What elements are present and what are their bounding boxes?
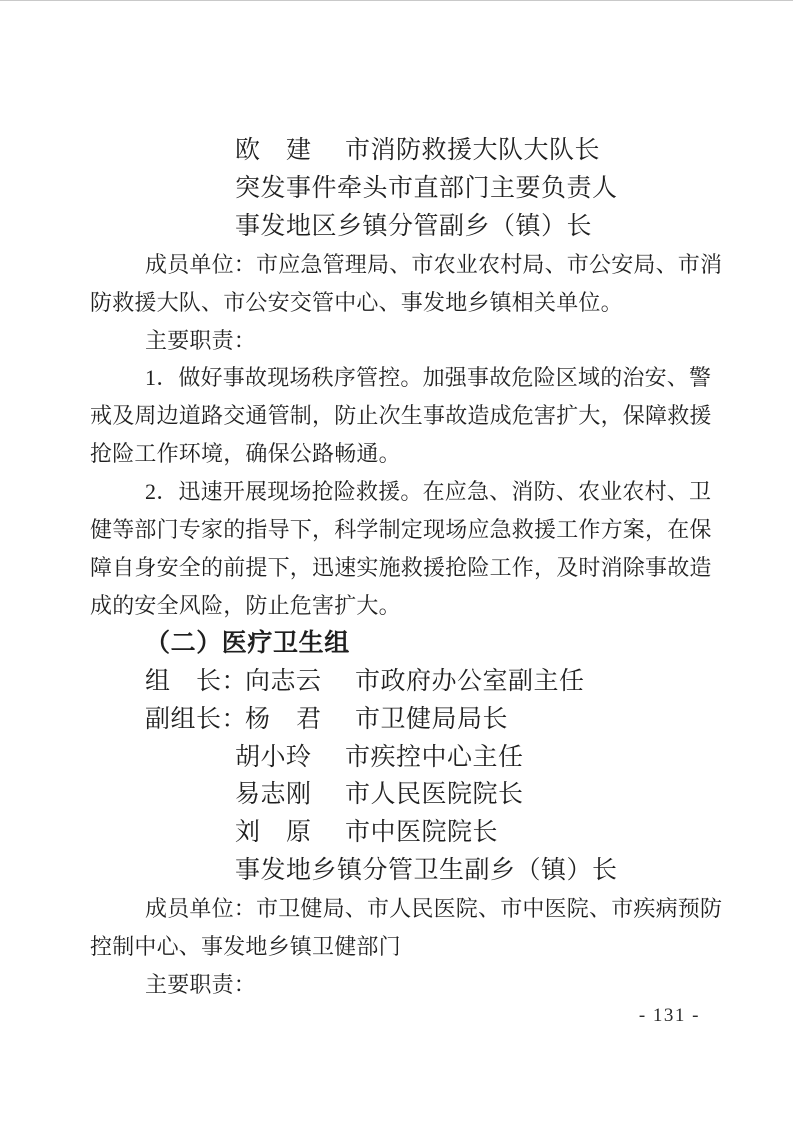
text-line — [90, 814, 733, 852]
text-line — [90, 776, 733, 814]
text-line: 健等部门专家的指导下，科学制定现场应急救援工作方案，在保 — [90, 517, 712, 543]
person-name: 易志刚 — [235, 781, 312, 809]
text-line: 障自身安全的前提下，迅速实施救援抢险工作，及时消除事故造 — [90, 554, 712, 580]
text-line: 成的安全风险，防止危害扩大。 — [90, 592, 401, 618]
text-line: 2．迅速开展现场抢险救援。在应急、消防、农业农村、卫 — [145, 479, 712, 505]
text-line: 事发地乡镇分管卫生副乡（镇）长 — [235, 857, 618, 885]
person-title: 市中医院院长 — [345, 819, 499, 847]
person-name: 向志云 — [245, 667, 322, 695]
text-line: 成员单位：市应急管理局、市农业农村局、市公安局、市消 — [145, 251, 723, 277]
page-footer — [639, 1005, 700, 1027]
text-line — [90, 739, 733, 777]
person-name: 欧 建 — [235, 137, 312, 164]
document-body — [0, 1, 793, 1004]
roster-label: 组 长： — [145, 667, 248, 695]
text-line — [90, 132, 733, 170]
text-line: 突发事件牵头市直部门主要负责人 — [235, 174, 618, 202]
text-line: 1．做好事故现场秩序管控。加强事故危险区域的治安、警 — [145, 365, 712, 391]
text-line — [90, 663, 733, 701]
text-line: 控制中心、事发地乡镇卫健部门 — [90, 934, 401, 960]
text-line: 事发地区乡镇分管副乡（镇）长 — [235, 212, 593, 240]
person-name: 胡小玲 — [235, 743, 312, 771]
section-heading: （二）医疗卫生组 — [145, 629, 350, 657]
page-number: - 131 - — [638, 1005, 700, 1026]
text-line: 主要职责： — [145, 327, 257, 353]
text-line: 主要职责： — [145, 971, 257, 997]
text-line: 抢险工作环境，确保公路畅通。 — [90, 441, 401, 467]
text-line: 防救援大队、市公安交管中心、事发地乡镇相关单位。 — [90, 289, 623, 315]
person-name: 杨 君 — [245, 705, 322, 733]
text-line: 戒及周边道路交通管制，防止次生事故造成危害扩大，保障救援 — [90, 403, 712, 429]
text-line: 成员单位：市卫健局、市人民医院、市中医院、市疾病预防 — [145, 896, 723, 922]
person-title: 市政府办公室副主任 — [355, 667, 585, 695]
roster-label: 副组长： — [145, 705, 248, 733]
person-name: 刘 原 — [235, 819, 312, 847]
person-title: 市人民医院院长 — [345, 781, 524, 809]
person-title: 市消防救援大队大队长 — [345, 137, 601, 164]
person-title: 市疾控中心主任 — [345, 743, 524, 771]
text-line — [90, 701, 733, 739]
person-title: 市卫健局局长 — [355, 705, 509, 733]
